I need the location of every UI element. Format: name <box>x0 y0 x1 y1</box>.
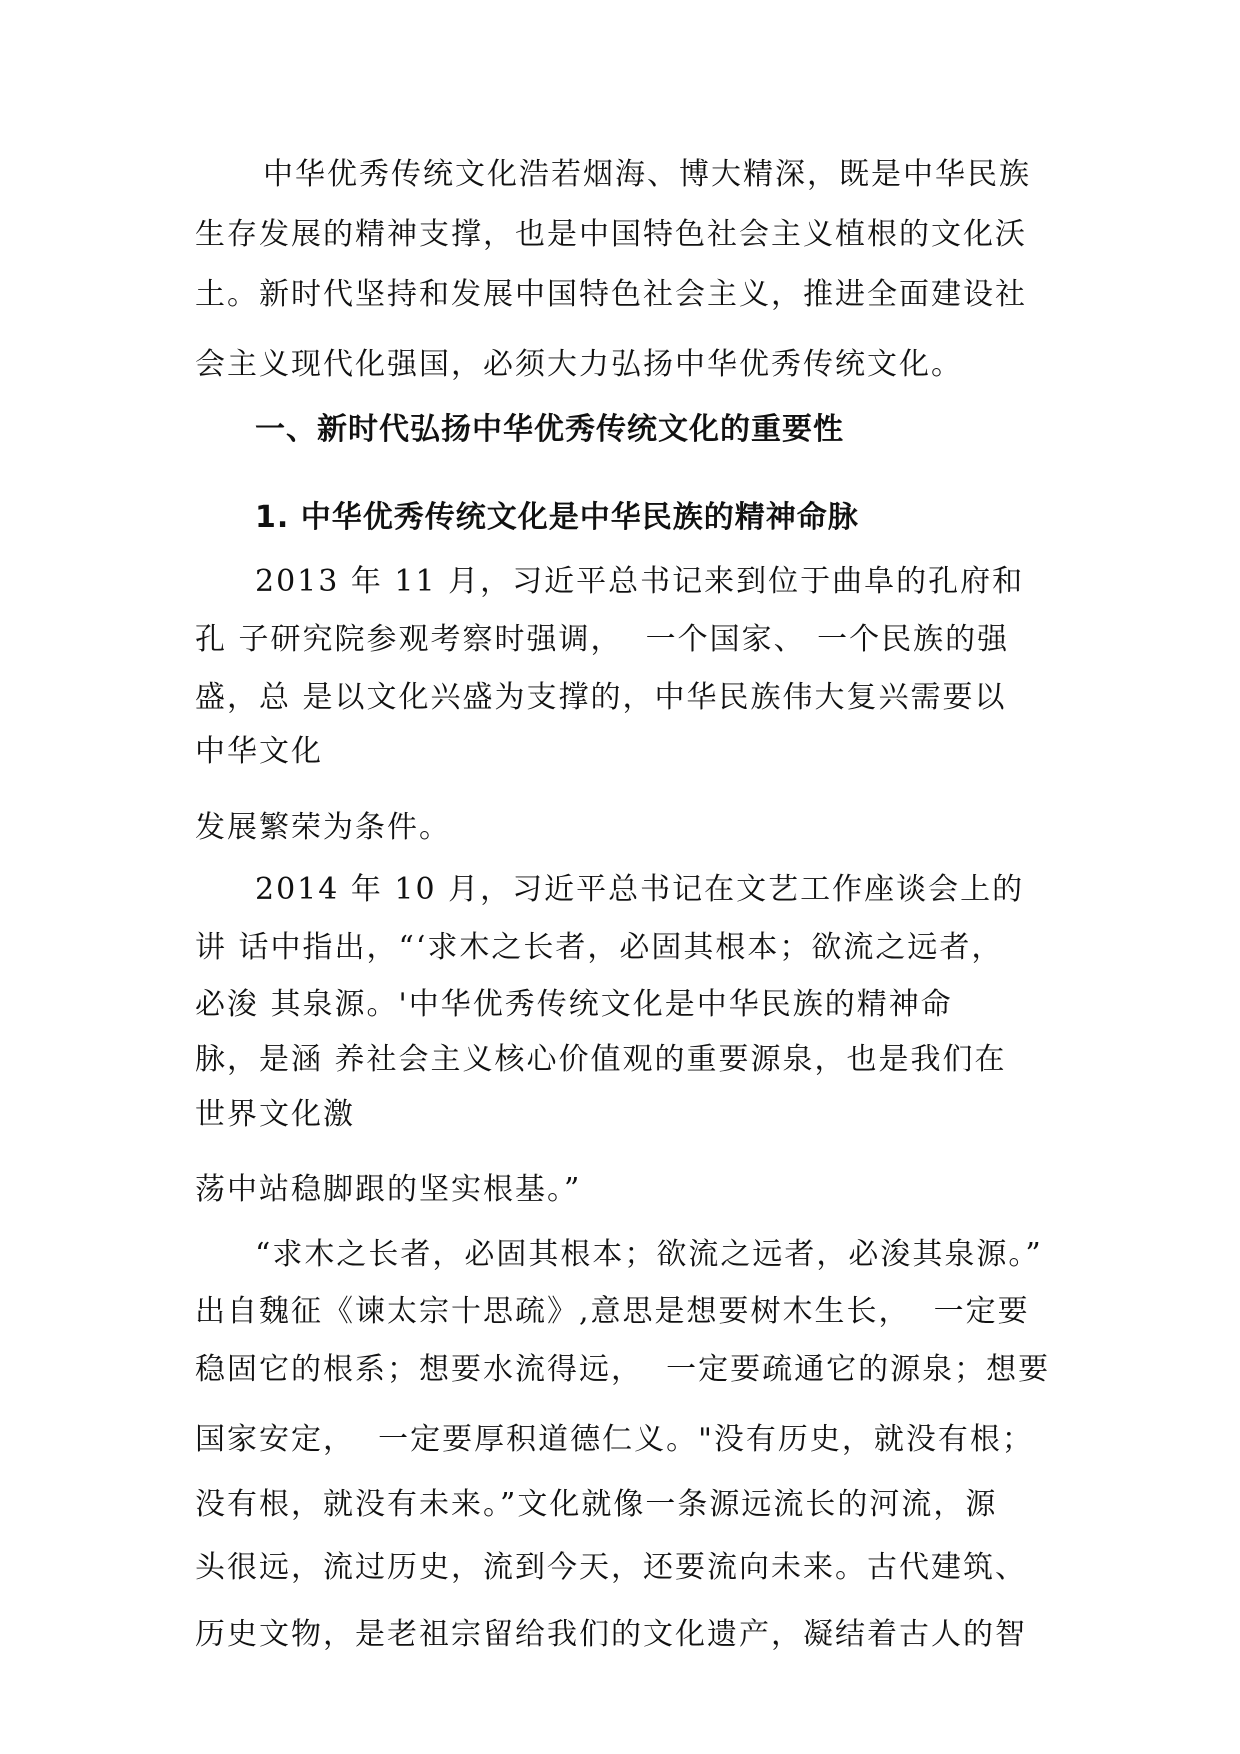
para3-line-4: 国家安定， 一定要厚积道德仁义。"没有历史，就没有根； <box>195 1422 1034 1457</box>
para3-line-3: 稳固它的根系；想要水流得远， 一定要疏通它的源泉；想要 <box>195 1352 1051 1387</box>
intro-line-3: 土。新时代坚持和发展中国特色社会主义，推进全面建设社 <box>195 277 1027 312</box>
para3-line-1: “求木之长者，必固其根本；欲流之远者，必浚其泉源。” <box>255 1237 1043 1272</box>
para2-line-2: 讲 话中指出，“‘求木之长者，必固其根本；欲流之远者， <box>195 930 1004 965</box>
para3-line-6: 头很远，流过历史，流到今天，还要流向未来。古代建筑、 <box>195 1550 1027 1585</box>
para2-line-3: 必浚 其泉源。'中华优秀传统文化是中华民族的精神命 <box>195 987 953 1022</box>
para3-line-7: 历史文物，是老祖宗留给我们的文化遗产，凝结着古人的智 <box>195 1617 1027 1652</box>
para2-line-5: 世界文化激 <box>195 1097 355 1132</box>
intro-line-4: 会主义现代化强国，必须大力弘扬中华优秀传统文化。 <box>195 347 963 382</box>
section-heading: 一、新时代弘扬中华优秀传统文化的重要性 <box>255 412 844 447</box>
para1-line-1: 2013 年 11 月，习近平总书记来到位于曲阜的孔府和 <box>255 564 1025 599</box>
para2-line-4: 脉，是涵 养社会主义核心价值观的重要源泉，也是我们在 <box>195 1042 1007 1077</box>
para2-line-6: 荡中站稳脚跟的坚实根基。” <box>195 1172 582 1207</box>
para1-line-2: 孔 子研究院参观考察时强调， 一个国家、 一个民族的强 <box>195 622 1010 657</box>
para1-line-5: 发展繁荣为条件。 <box>195 810 451 845</box>
para1-line-3: 盛，总 是以文化兴盛为支撑的，中华民族伟大复兴需要以 <box>195 680 1007 715</box>
para1-line-4: 中华文化 <box>195 734 323 769</box>
subsection-heading: 1. 中华优秀传统文化是中华民族的精神命脉 <box>255 500 859 535</box>
para3-line-5: 没有根，就没有未来。”文化就像一条源远流长的河流，源 <box>195 1487 998 1522</box>
para2-line-1: 2014 年 10 月，习近平总书记在文艺工作座谈会上的 <box>255 872 1025 907</box>
intro-line-1: 中华优秀传统文化浩若烟海、博大精深，既是中华民族 <box>263 157 1031 192</box>
intro-line-2: 生存发展的精神支撑，也是中国特色社会主义植根的文化沃 <box>195 217 1027 252</box>
para3-line-2: 出自魏征《谏太宗十思疏》,意思是想要树木生长， 一定要 <box>195 1294 1030 1329</box>
